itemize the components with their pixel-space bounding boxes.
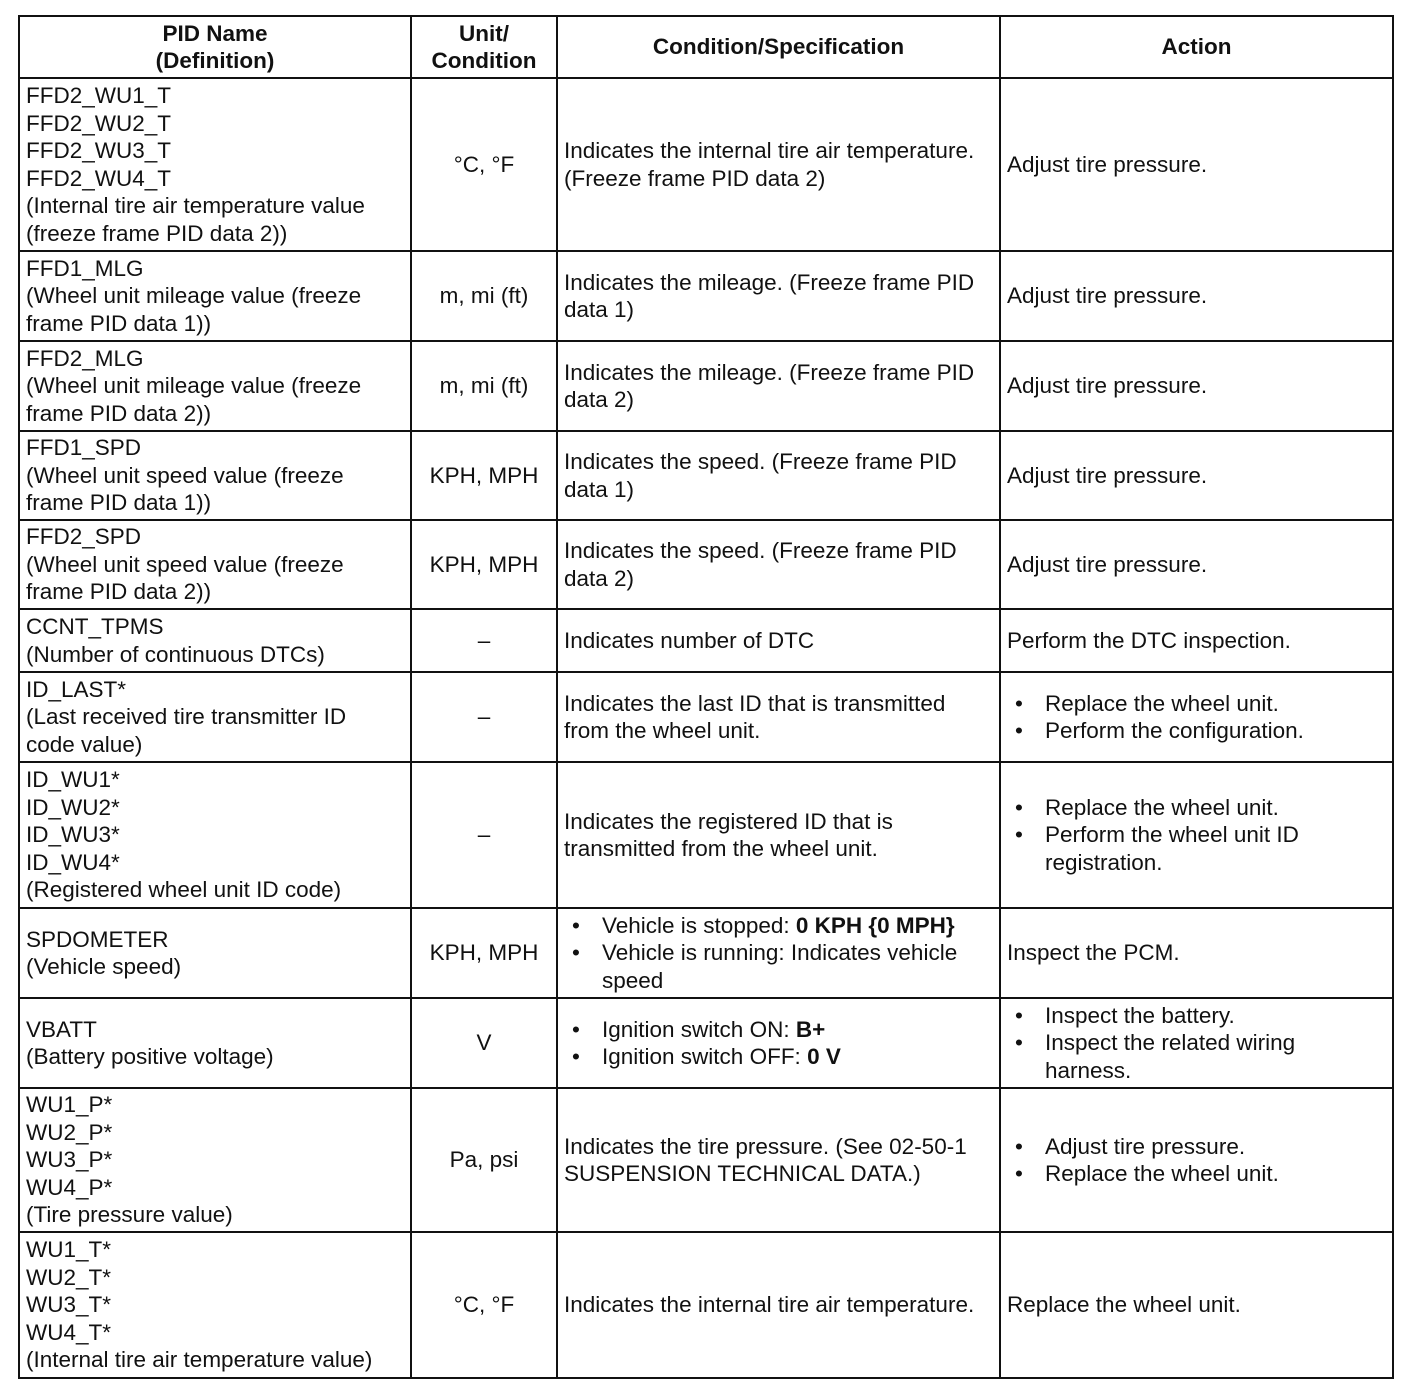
unit-cell: KPH, MPH [411,520,557,609]
table-row [19,341,1393,431]
header-action: Action [1000,16,1393,78]
condition-bullet-label: Ignition switch OFF: [602,1044,808,1069]
action-bullet [1007,1029,1386,1084]
action-cell [1000,672,1393,762]
condition-text: Indicates number of DTC [564,627,815,653]
pid-name-line: CCNT_TPMS [26,614,164,639]
pid-name-line: (Vehicle speed) [26,954,182,979]
pid-name-line: frame PID data 2)) [26,579,212,605]
pid-name-line: (Internal tire air temperature value) [26,1347,373,1373]
table-row [19,78,1393,251]
condition-text: Indicates the speed. (Freeze frame PID data 1) [564,449,957,502]
condition-bullet-list [564,1016,993,1071]
unit-cell: m, mi (ft) [411,341,557,431]
condition-cell [557,998,1000,1088]
action-bullet-list [1007,1002,1386,1085]
condition-cell [557,78,1000,251]
action-cell [1000,908,1393,998]
unit-cell: – [411,672,557,762]
action-text: Adjust tire pressure. [1007,151,1208,177]
pid-name-line: SPDOMETER [26,926,169,952]
condition-bullet [564,939,993,994]
pid-name-line: WU4_T* [26,1319,112,1345]
condition-cell [557,341,1000,431]
table-row [19,762,1393,908]
bullet-icon: • [572,1016,580,1042]
table-row [19,1088,1393,1232]
action-bullet-text: Replace the wheel unit. [1045,794,1279,820]
action-cell [1000,431,1393,520]
pid-name-line: FFD2_SPD [26,524,142,550]
action-bullet-text: Inspect the battery. [1045,1002,1235,1028]
table-body [19,78,1393,1378]
table-row [19,1232,1393,1378]
action-cell [1000,341,1393,431]
action-text: Adjust tire pressure. [1007,551,1208,577]
pid-name-line: (Battery positive voltage) [26,1044,274,1069]
pid-name-line: (freeze frame PID data 2)) [26,220,288,246]
header-pid-name-line: (Definition) [155,48,275,73]
condition-bullet [564,1016,993,1044]
pid-name-cell [19,1088,411,1232]
condition-cell [557,251,1000,341]
pid-name-line: WU3_P* [26,1147,113,1173]
header-unit-line: Unit/ [459,20,509,46]
condition-bullet-value: 0 KPH {0 MPH} [795,912,955,938]
unit-cell: KPH, MPH [411,908,557,998]
unit-cell: – [411,609,557,672]
pid-name-cell [19,908,411,998]
pid-name-line: frame PID data 1)) [26,310,212,336]
action-bullet [1007,1133,1386,1161]
action-bullet-list [1007,690,1386,745]
pid-name-line: ID_WU4* [26,849,120,875]
condition-text: Indicates the last ID that is transmitted from the wheel unit. [564,690,946,743]
bullet-icon: • [1015,1161,1023,1186]
pid-name-cell [19,1232,411,1378]
condition-bullet-label: Ignition switch ON: [602,1016,796,1042]
action-bullet [1007,1160,1386,1188]
pid-name-line: ID_LAST* [26,676,127,702]
action-bullet [1007,690,1386,718]
pid-name-line: frame PID data 1)) [26,490,212,516]
unit-cell: KPH, MPH [411,431,557,520]
header-condition: Condition/Specification [557,16,1000,78]
condition-bullet [564,1043,993,1071]
table-row [19,431,1393,520]
condition-cell [557,908,1000,998]
bullet-icon: • [1015,690,1023,716]
pid-name-line: (Number of continuous DTCs) [26,641,325,667]
pid-name-cell [19,520,411,609]
pid-name-cell [19,609,411,672]
pid-name-line: frame PID data 2)) [26,400,212,426]
condition-text: Indicates the registered ID that is transmitted from the wheel unit. [564,808,893,861]
pid-name-line: (Last received tire transmitter ID [26,704,347,730]
action-bullet-text: Replace the wheel unit. [1045,1161,1279,1186]
action-text: Inspect the PCM. [1007,940,1180,966]
pid-name-line: FFD2_WU4_T [26,165,172,191]
pid-name-line: ID_WU3* [26,822,120,848]
pid-name-line: (Tire pressure value) [26,1202,233,1228]
action-cell [1000,609,1393,672]
pid-name-line: FFD2_WU2_T [26,110,172,136]
condition-cell [557,431,1000,520]
pid-name-line: (Wheel unit mileage value (freeze [26,283,362,309]
condition-cell [557,520,1000,609]
bullet-icon: • [1015,1030,1023,1056]
action-bullet [1007,717,1386,745]
condition-text: Indicates the internal tire air temperature. [564,1292,975,1318]
bullet-icon: • [572,940,580,966]
action-bullet-text: Adjust tire pressure. [1045,1133,1246,1159]
unit-cell: °C, °F [411,1232,557,1378]
pid-name-line: (Wheel unit mileage value (freeze [26,373,362,399]
condition-text: Indicates the internal tire air temperature. (Freeze frame PID data 2) [564,138,975,191]
action-cell [1000,520,1393,609]
table-row [19,908,1393,998]
bullet-icon: • [1015,1002,1023,1028]
action-bullet-text: Inspect the related wiring harness. [1045,1030,1296,1083]
pid-name-line: WU4_P* [26,1174,113,1200]
condition-bullet-value: 0 V [807,1044,841,1069]
table-row [19,672,1393,762]
pid-name-line: ID_WU1* [26,767,120,793]
condition-cell [557,672,1000,762]
action-bullet-text: Replace the wheel unit. [1045,690,1279,716]
condition-bullet-label: Vehicle is stopped: [602,912,796,938]
condition-text: Indicates the mileage. (Freeze frame PID data 2) [564,359,975,412]
pid-name-line: ID_WU2* [26,794,120,820]
action-bullet-list [1007,794,1386,877]
bullet-icon: • [572,1044,580,1069]
pid-name-line: (Internal tire air temperature value [26,193,365,218]
table-row [19,520,1393,609]
table-row [19,998,1393,1088]
unit-cell: V [411,998,557,1088]
header-pid-name [19,16,411,78]
unit-cell: m, mi (ft) [411,251,557,341]
pid-name-line: VBATT [26,1016,97,1042]
action-cell [1000,762,1393,908]
pid-name-cell [19,762,411,908]
pid-name-line: (Wheel unit speed value (freeze [26,551,344,577]
header-pid-name-line: PID Name [162,20,268,46]
bullet-icon: • [572,912,580,938]
condition-text: Indicates the mileage. (Freeze frame PID data 1) [564,269,975,322]
action-bullet-list [1007,1133,1386,1188]
pid-name-line: FFD1_SPD [26,435,142,461]
unit-cell: – [411,762,557,908]
bullet-icon: • [1015,1133,1023,1159]
pid-name-cell [19,78,411,251]
pid-name-line: FFD1_MLG [26,255,144,281]
pid-name-line: WU1_P* [26,1092,113,1118]
bullet-icon: • [1015,718,1023,743]
pid-name-cell [19,341,411,431]
unit-cell: Pa, psi [411,1088,557,1232]
pid-name-line: WU1_T* [26,1237,112,1263]
condition-bullet-label: Vehicle is running: Indicates vehicle speed [602,940,958,993]
action-bullet [1007,1002,1386,1030]
action-bullet [1007,821,1386,876]
pid-name-line: code value) [26,731,143,757]
bullet-icon: • [1015,794,1023,820]
action-bullet [1007,794,1386,822]
condition-cell [557,609,1000,672]
condition-bullet [564,912,993,940]
table-row [19,251,1393,341]
header-row [19,16,1393,78]
pid-table [18,15,1394,1379]
action-text: Replace the wheel unit. [1007,1292,1241,1318]
action-bullet-text: Perform the wheel unit ID registration. [1045,822,1299,875]
pid-name-cell [19,431,411,520]
pid-name-line: (Wheel unit speed value (freeze [26,462,344,488]
pid-name-line: FFD2_WU3_T [26,138,172,163]
header-unit [411,16,557,78]
pid-name-cell [19,251,411,341]
pid-name-line: WU3_T* [26,1292,112,1318]
pid-name-line: FFD2_MLG [26,345,144,371]
action-cell [1000,1088,1393,1232]
pid-name-cell [19,998,411,1088]
condition-text: Indicates the tire pressure. (See 02-50-1 SUSPENSION TECHNICAL DATA.) [564,1133,967,1186]
action-text: Adjust tire pressure. [1007,373,1208,399]
unit-cell: °C, °F [411,78,557,251]
action-cell [1000,251,1393,341]
pid-name-line: WU2_P* [26,1119,113,1145]
pid-name-line: FFD2_WU1_T [26,83,172,108]
bullet-icon: • [1015,822,1023,848]
condition-cell [557,762,1000,908]
action-text: Adjust tire pressure. [1007,462,1208,488]
condition-cell [557,1088,1000,1232]
action-bullet-text: Perform the configuration. [1045,718,1304,743]
action-cell [1000,1232,1393,1378]
condition-bullet-value: B+ [795,1016,826,1042]
action-text: Perform the DTC inspection. [1007,627,1291,653]
pid-name-cell [19,672,411,762]
action-text: Adjust tire pressure. [1007,283,1208,309]
condition-text: Indicates the speed. (Freeze frame PID data 2) [564,538,957,591]
table-row [19,609,1393,672]
pid-name-line: (Registered wheel unit ID code) [26,877,342,903]
pid-name-line: WU2_T* [26,1264,112,1290]
header-unit-line: Condition [431,48,537,73]
action-cell [1000,998,1393,1088]
action-cell [1000,78,1393,251]
condition-bullet-list [564,912,993,995]
condition-cell [557,1232,1000,1378]
